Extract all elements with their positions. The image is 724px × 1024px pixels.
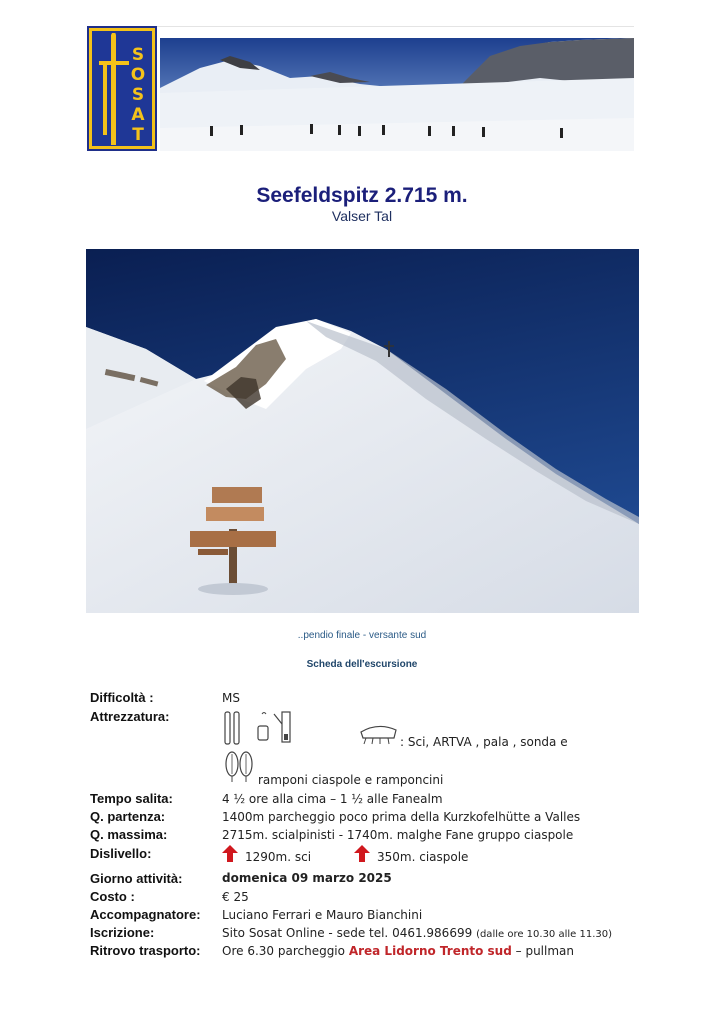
ritrovo-prefix: Ore 6.30 parcheggio — [222, 944, 345, 958]
costo-label: Costo : — [90, 889, 135, 904]
iscrizione-value — [222, 926, 612, 940]
summit-photo — [86, 249, 639, 613]
ski-gear-icon — [222, 710, 294, 746]
massima-value: 2715m. scialpinisti - 1740m. malghe Fane gruppo ciaspole — [222, 828, 574, 842]
attrezzatura-value-2: ramponi ciaspole e ramponcini — [258, 773, 444, 787]
red-up-arrow-icon — [354, 845, 370, 862]
giorno-value: domenica 09 marzo 2025 — [222, 871, 392, 885]
section-title: Scheda dell'escursione — [306, 659, 418, 670]
iscrizione-note: (dalle ore 10.30 alle 11.30) — [476, 929, 613, 940]
difficolta-value: MS — [222, 691, 240, 705]
giorno-label: Giorno attività: — [90, 871, 183, 886]
header-rule — [87, 26, 634, 27]
ritrovo-value — [222, 944, 574, 958]
dislivello-label: Dislivello: — [90, 846, 152, 861]
snowshoe-icon — [224, 750, 254, 784]
costo-value: € 25 — [222, 890, 249, 904]
ritrovo-label: Ritrovo trasporto: — [90, 943, 201, 958]
ritrovo-suffix: – pullman — [515, 944, 574, 958]
tempo-value: 4 ½ ore alla cima – 1 ½ alle Fanealm — [222, 792, 443, 806]
logo-text: S O S A T — [130, 45, 146, 145]
sosat-logo — [87, 26, 157, 151]
massima-label: Q. massima: — [90, 827, 168, 842]
red-up-arrow-icon — [222, 845, 238, 862]
attrezzatura-label: Attrezzatura: — [90, 709, 170, 724]
page-title: Seefeldspitz 2.715 m. — [256, 184, 468, 207]
attrezzatura-value: : Sci, ARTVA , pala , sonda e — [400, 735, 568, 749]
dislivello-sci: 1290m. sci — [245, 850, 312, 864]
iscrizione-label: Iscrizione: — [90, 925, 155, 940]
crampon-icon — [358, 720, 400, 746]
photo-caption: ..pendio finale - versante sud — [297, 630, 427, 641]
partenza-value: 1400m parcheggio poco prima della Kurzkofelhütte a Valles — [222, 810, 581, 824]
dislivello-ciaspole: 350m. ciaspole — [377, 850, 469, 864]
ritrovo-place: Area Lidorno Trento sud — [348, 944, 512, 958]
partenza-label: Q. partenza: — [90, 809, 166, 824]
iscrizione-text: Sito Sosat Online - sede tel. 0461.986699 — [222, 926, 473, 940]
page-subtitle: Valser Tal — [331, 208, 393, 224]
header-banner-image — [160, 38, 634, 151]
tempo-label: Tempo salita: — [90, 791, 173, 806]
accompagnatore-value: Luciano Ferrari e Mauro Bianchini — [222, 908, 423, 922]
difficolta-label: Difficoltà : — [90, 690, 154, 705]
accompagnatore-label: Accompagnatore: — [90, 907, 201, 922]
